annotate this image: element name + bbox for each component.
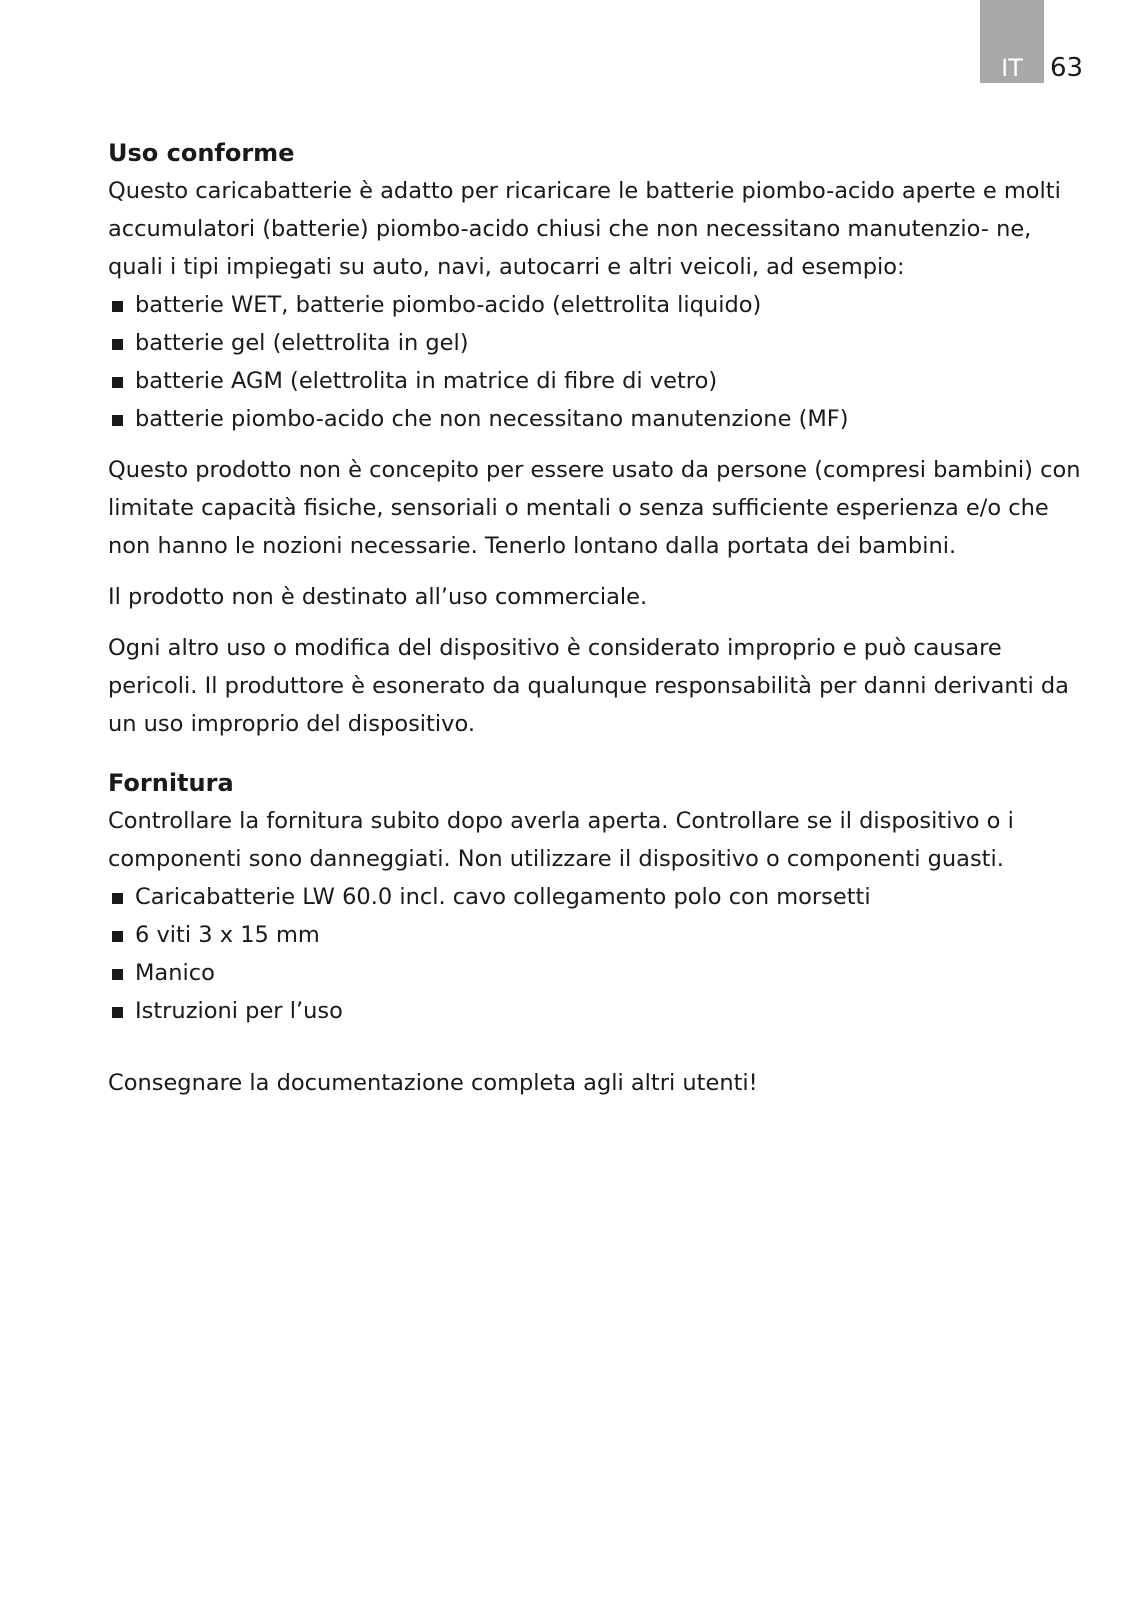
list-item: Istruzioni per l’uso	[108, 992, 1088, 1030]
list-item: batterie WET, batterie piombo-acido (elettrolita liquido)	[108, 286, 1088, 324]
section-title-uso-conforme: Uso conforme	[108, 139, 295, 167]
supply-intro: Controllare la fornitura subito dopo averla aperta. Controllare se il dispositivo o i componenti sono danneggiati. Non utilizzare il dispositivo o componenti guasti.	[108, 808, 1014, 872]
section-title-fornitura: Fornitura	[108, 769, 234, 797]
language-label: IT	[1001, 54, 1023, 82]
list-item: Caricabatterie LW 60.0 incl. cavo collegamento polo con morsetti	[108, 878, 1088, 916]
intended-use-intro: Questo caricabatterie è adatto per ricaricare le batterie piombo-acido aperte e molti accumulatori (batterie) piombo-acido chiusi che non necessitano manutenzio- ne, quali i tipi impiegati su auto, navi, autocarri e altri veicoli, ad esempio:	[108, 178, 1061, 280]
spacer	[108, 438, 1088, 451]
list-item: batterie AGM (elettrolita in matrice di fibre di vetro)	[108, 362, 1088, 400]
battery-types-list	[108, 286, 1088, 438]
list-item: batterie piombo-acido che non necessitano manutenzione (MF)	[108, 400, 1088, 438]
list-item: 6 viti 3 x 15 mm	[108, 916, 1088, 954]
liability-paragraph: Ogni altro uso o modifica del dispositivo è considerato improprio e può causare pericoli. Il produttore è esonerato da qualunque responsabilità per danni derivanti da un uso improprio del dispositivo.	[108, 635, 1069, 737]
spacer	[108, 743, 1088, 768]
page-number: 63	[1050, 53, 1084, 83]
commercial-use-paragraph: Il prodotto non è destinato all’uso commerciale.	[108, 584, 648, 610]
safety-paragraph: Questo prodotto non è concepito per essere usato da persone (compresi bambini) con limitate capacità fisiche, sensoriali o mentali o senza sufficiente esperienza e/o che non hanno le nozioni necessarie. Tenerlo lontano dalla portata dei bambini.	[108, 457, 1081, 559]
supply-contents-list	[108, 878, 1088, 1030]
list-item: batterie gel (elettrolita in gel)	[108, 324, 1088, 362]
list-item: Manico	[108, 954, 1088, 992]
closing-note: Consegnare la documentazione completa agli altri utenti!	[108, 1070, 758, 1096]
page-content	[108, 138, 1088, 1102]
language-tab	[980, 0, 1044, 83]
